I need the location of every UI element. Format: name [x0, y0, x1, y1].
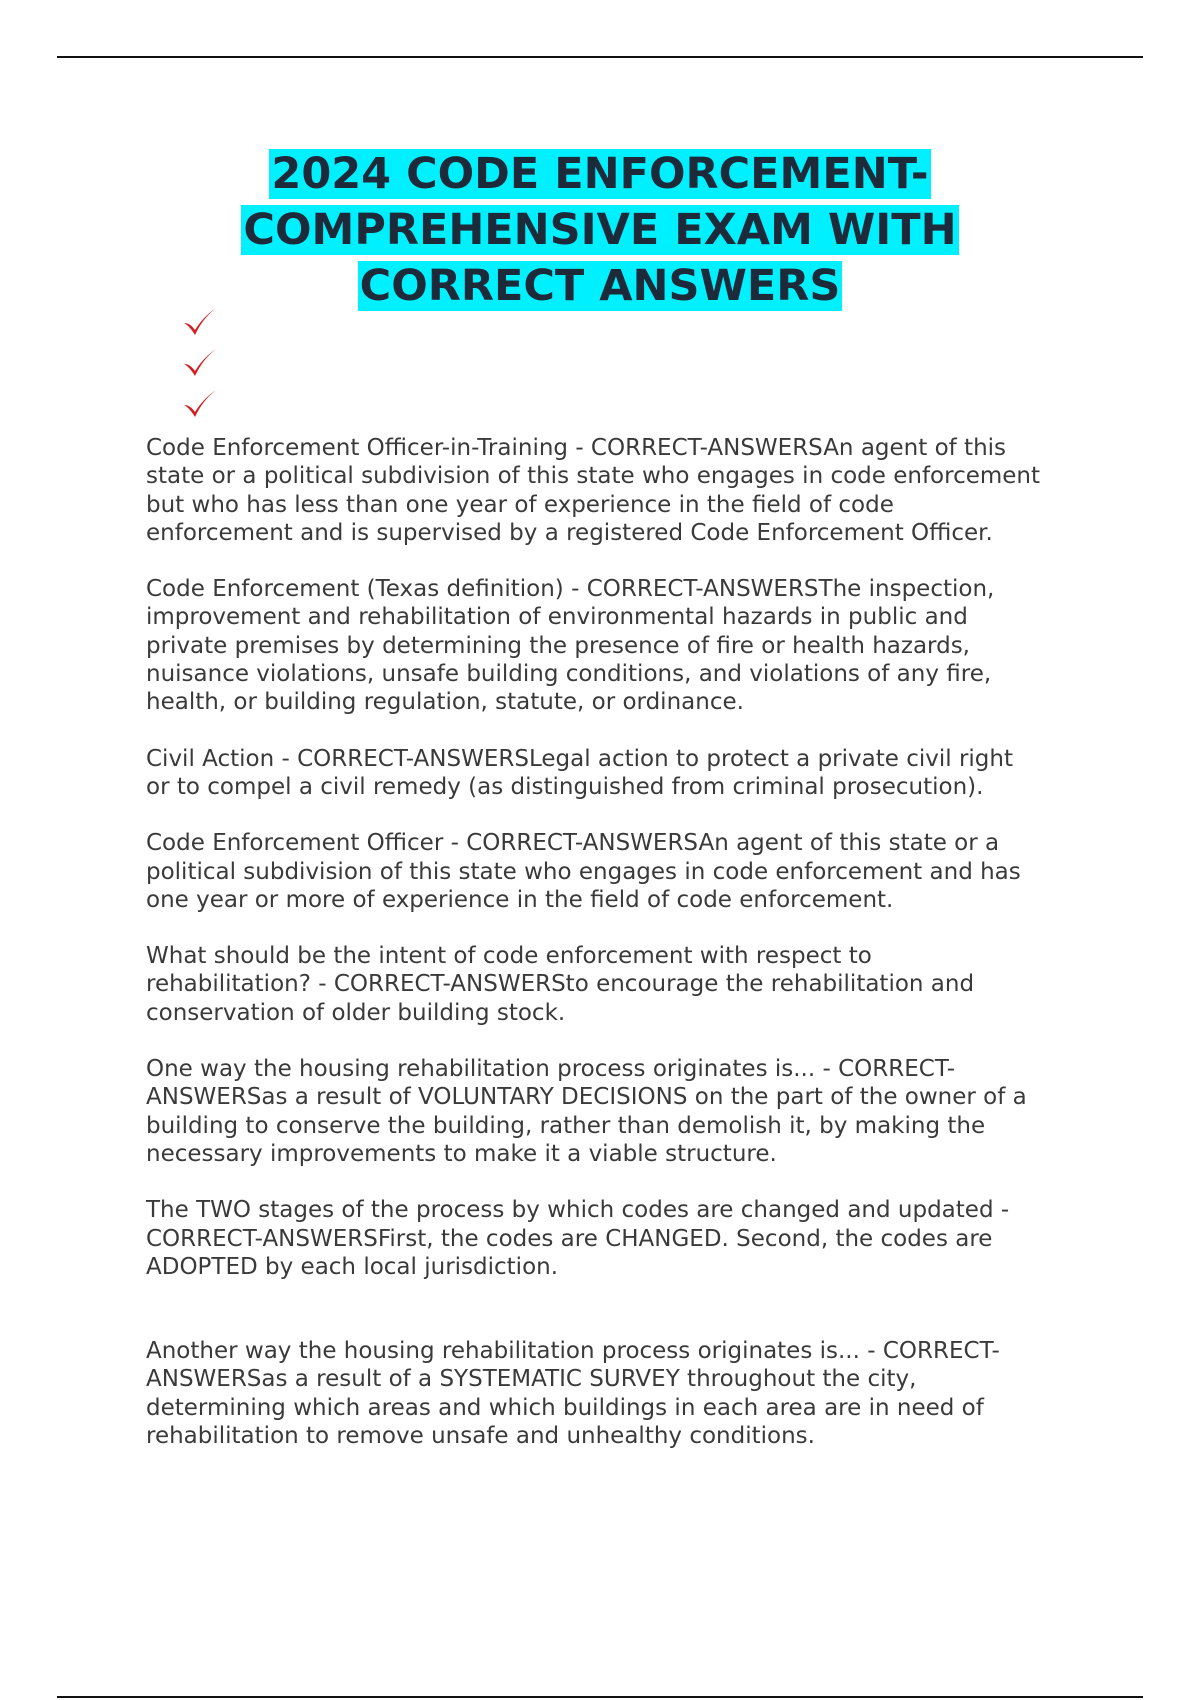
qa-entry: Code Enforcement (Texas definition) - CORRECT-ANSWERSThe inspection, improvement and rehabilitation of environmental hazards in public and private premises by determining the presence of fire or health hazards, nuisance violations, unsafe building conditions, and violations of any fire, health, or building regulation, statute, or ordinance.: [146, 576, 995, 716]
checkmark-list: [182, 306, 222, 429]
check-icon: [182, 388, 218, 420]
qa-entry: Code Enforcement Officer - CORRECT-ANSWERSAn agent of this state or a political subdivision of this state who engages in code enforcement and has one year or more of experience in the field of code enforcement.: [146, 830, 1021, 913]
qa-entry: One way the housing rehabilitation process originates is... - CORRECT- ANSWERSas a result of VOLUNTARY DECISIONS on the part of the owner of a building to conserve the building, rather than demolish it, by making the necessary improvements to make it a viable structure.: [146, 1056, 1027, 1167]
qa-entry: The TWO stages of the process by which codes are changed and updated - CORRECT-ANSWERSFirst, the codes are CHANGED. Second, the codes are ADOPTED by each local jurisdiction.: [146, 1197, 1010, 1280]
qa-entry: Code Enforcement Officer-in-Training - CORRECT-ANSWERSAn agent of this state or a political subdivision of this state who engages in code enforcement but who has less than one year of experience in the field of code enforcement and is supervised by a registered Code Enforcement Officer.: [146, 435, 1041, 546]
check-icon: [182, 306, 218, 338]
check-icon: [182, 347, 218, 379]
qa-list: [146, 434, 1106, 1478]
document-title: [100, 146, 1100, 314]
title-line: COMPREHENSIVE EXAM WITH: [243, 205, 957, 255]
qa-entry: Another way the housing rehabilitation process originates is... - CORRECT- ANSWERSas a result of a SYSTEMATIC SURVEY throughout the city, determining which areas and which buildings in each area are in need of rehabilitation to remove unsafe and unhealthy conditions.: [146, 1338, 1000, 1450]
title-line: CORRECT ANSWERS: [359, 261, 841, 311]
title-line: 2024 CODE ENFORCEMENT-: [271, 149, 929, 199]
bottom-rule: [57, 1696, 1143, 1698]
top-rule: [57, 56, 1143, 58]
qa-entry: Civil Action - CORRECT-ANSWERSLegal action to protect a private civil right or to compel a civil remedy (as distinguished from criminal prosecution).: [146, 745, 1013, 800]
qa-entry: What should be the intent of code enforcement with respect to rehabilitation? - CORRECT-ANSWERSto encourage the rehabilitation and conservation of older building stock.: [146, 943, 975, 1026]
